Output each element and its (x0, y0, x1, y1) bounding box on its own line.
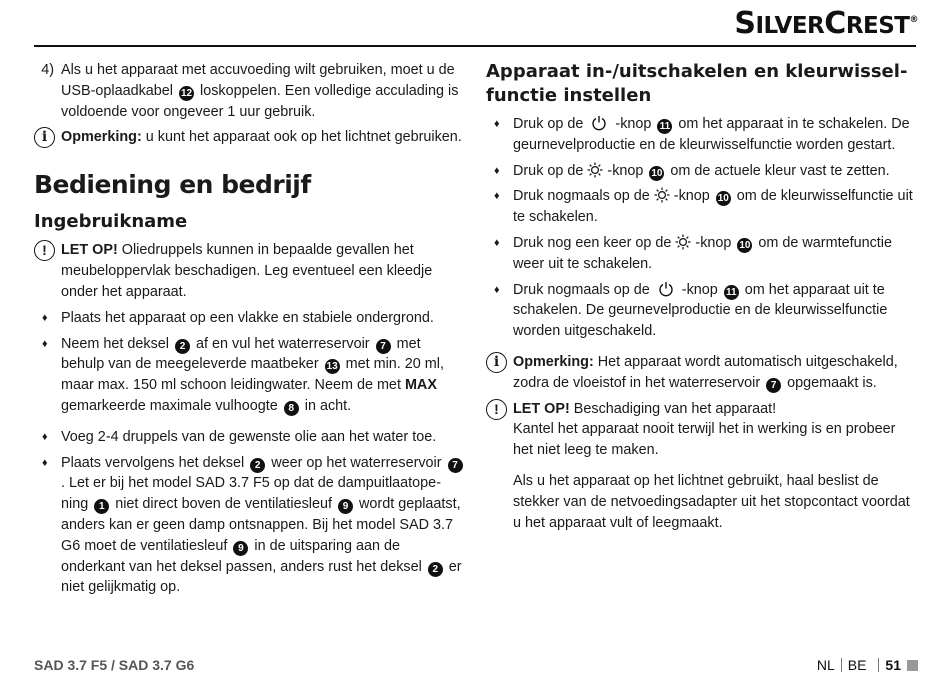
info-icon: i (34, 127, 55, 148)
list-item: ♦ Voeg 2-4 druppels van de gewenste olie aan het water toe. (34, 427, 466, 448)
left-column (34, 60, 466, 598)
sun-icon (587, 162, 603, 178)
list-item: ♦ Neem het deksel 2 af en vul het waterreservoir 7 met behulp van de meegeleverde maatbeker 13 met min. 20 ml, maar max. 150 ml schoon leidingwater. Neem de met MAX gemarkeerde maximale vulhoogte 8 in acht. (34, 334, 466, 417)
info-icon: i (486, 352, 507, 373)
warning-oil: ! LET OP! Oliedruppels kunnen in bepaalde gevallen het meubeloppervlak beschadigen. Leg eventueel een kleedje onder het apparaat. (34, 240, 466, 302)
footer-pagination: NL BE 51 (817, 657, 918, 673)
sun-icon (675, 234, 691, 250)
header-rule (34, 45, 916, 47)
power-icon (658, 281, 674, 297)
warning-damage: ! LET OP! Beschadiging van het apparaat! Kantel het apparaat nooit terwijl het in werking is en probeer het niet leeg te maken. (486, 399, 918, 461)
sun-icon (654, 187, 670, 203)
subsection-title: Ingebruikname (34, 211, 188, 233)
note-mains: i Opmerking: u kunt het apparaat ook op het lichtnet gebruiken. (34, 127, 466, 148)
diamond-bullet-icon: ♦ (494, 118, 500, 130)
footer-model: SAD 3.7 F5 / SAD 3.7 G6 (34, 657, 195, 673)
list-item: ♦ Druk nogmaals op de -knop 11 om het apparaat uit te schakelen. De geurnevelproductie en de kleurwisselfunctie worden uitgeschakeld. (486, 280, 918, 342)
right-column (486, 60, 918, 533)
diamond-bullet-icon: ♦ (494, 164, 500, 177)
page-number: 51 (885, 657, 901, 673)
diamond-bullet-icon: ♦ (494, 236, 500, 249)
power-icon (591, 115, 607, 131)
diamond-bullet-icon: ♦ (494, 283, 500, 296)
diamond-bullet-icon: ♦ (42, 456, 48, 469)
subsection-title: Apparaat in-/uitschakelen en kleurwissel-functie instellen (486, 61, 908, 106)
diamond-bullet-icon: ♦ (42, 430, 48, 443)
diamond-bullet-icon: ♦ (494, 190, 500, 203)
numbered-item-4: 4) Als u het apparaat met accuvoeding wilt gebruiken, moet u de USB-oplaadkabel 12 loskoppelen. Een volledige acculading is voldoende voor ongeveer 1 uur gebruik. (41, 62, 459, 120)
list-item: ♦ Druk op de -knop 10 om de actuele kleur vast te zetten. (486, 161, 918, 182)
brand-logo: SILVERCREST® (734, 6, 918, 41)
list-item: ♦ Plaats vervolgens het deksel 2 weer op het waterreservoir 7. Let er bij het model SAD 3.7 F5 op dat de dampuitlaatope-ning 1 niet direct boven de ventilatiesleuf 9 wordt geplaatst, anders kan er geen damp ontsnappen. Bij het model SAD 3.7 G6 moet de ventilatiesleuf 9 in de uitsparing aan de onderkant van het deksel passen, anders rust het deksel 2 er niet gelijkmatig op. (34, 453, 466, 599)
warning-icon: ! (486, 399, 507, 420)
diamond-bullet-icon: ♦ (42, 337, 48, 350)
list-item: ♦ Druk op de -knop 11 om het apparaat in te schakelen. De geurnevelproductie en de kleurwisselfunctie worden gestart. (486, 114, 918, 156)
diamond-bullet-icon: ♦ (42, 311, 48, 324)
list-item: ♦ Druk nog een keer op de -knop 10 om de warmtefunctie weer uit te schakelen. (486, 233, 918, 275)
list-item: ♦ Druk nogmaals op de -knop 10 om de kleurwisselfunctie uit te schakelen. (486, 186, 918, 228)
page-marker-icon (907, 660, 918, 671)
warning-icon: ! (34, 240, 55, 261)
section-title: Bediening en bedrijf (34, 170, 311, 200)
callout-badge: 12 (180, 87, 193, 99)
warning-paragraph: Als u het apparaat op het lichtnet gebruikt, haal beslist de stekker van de netvoedingsadapter uit het stopcontact voordat u het apparaat vult of leegmaakt. (513, 472, 910, 531)
note-auto-off: i Opmerking: Het apparaat wordt automatisch uitgeschakeld, zodra de vloeistof in het waterreservoir 7 opgemaakt is. (486, 352, 918, 394)
list-item: ♦ Plaats het apparaat op een vlakke en stabiele ondergrond. (34, 308, 466, 329)
